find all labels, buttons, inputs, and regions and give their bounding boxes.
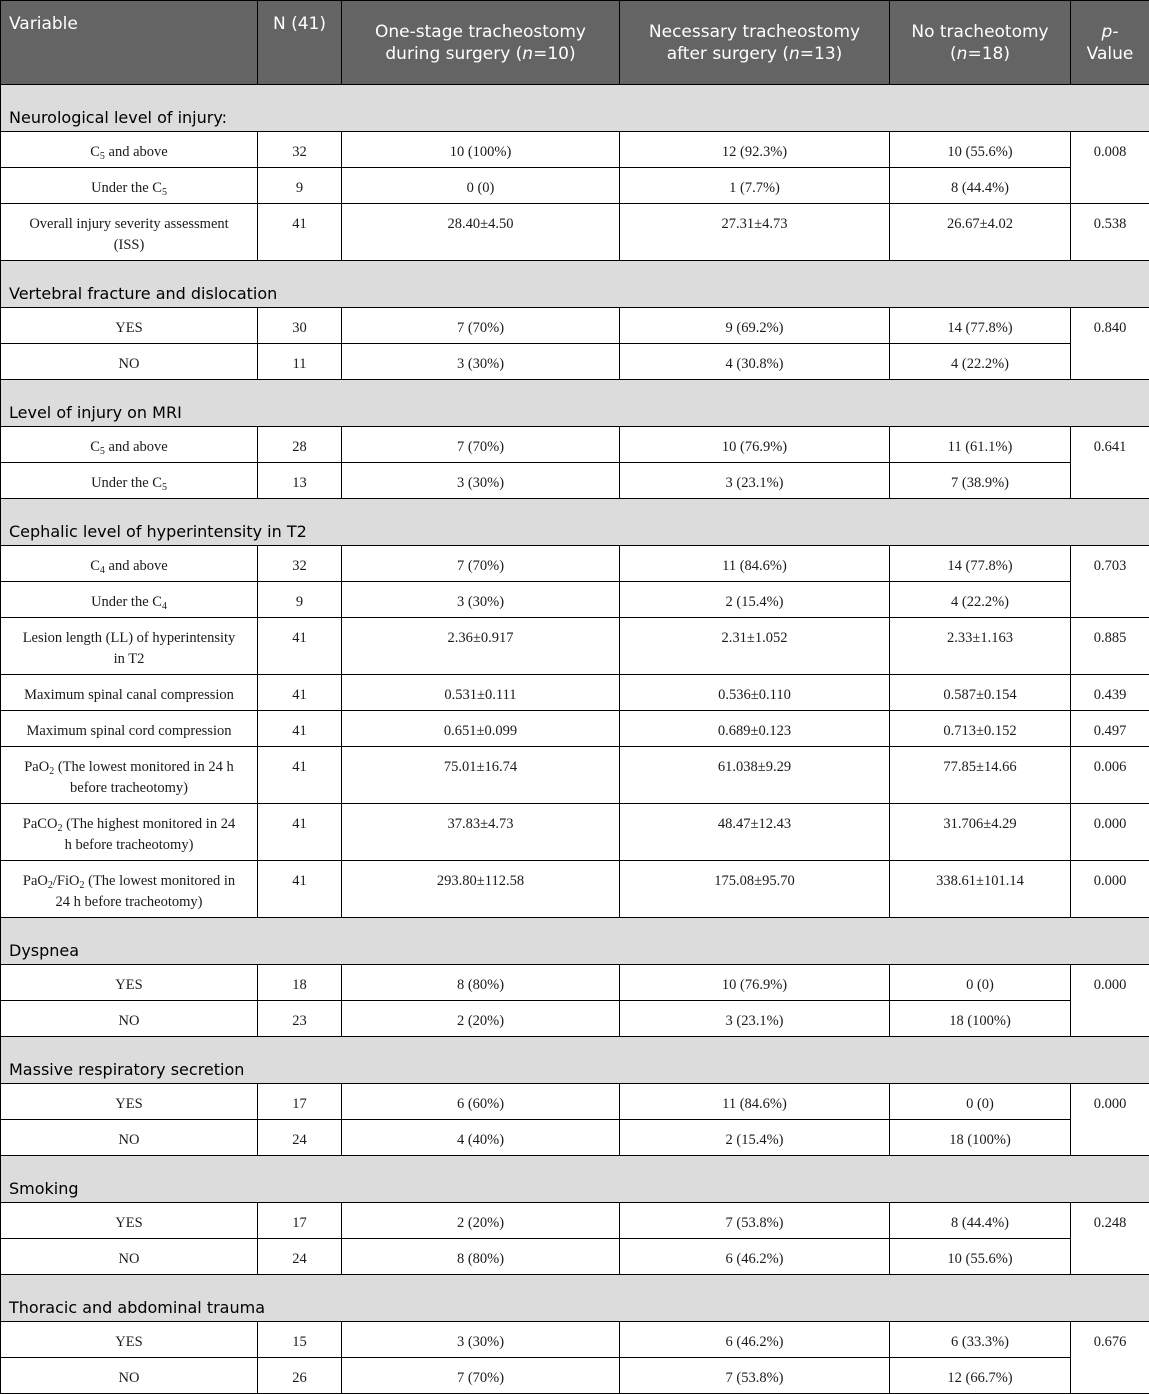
cell-necessary: 175.08±95.70 — [620, 861, 890, 918]
header-one-stage-n: n — [522, 44, 533, 64]
cell-necessary: 6 (46.2%) — [620, 1239, 890, 1275]
header-pvalue — [1071, 1, 1149, 85]
cell-pvalue: 0.641 — [1071, 427, 1149, 499]
header-one-stage — [342, 1, 620, 85]
row-label: Under the $C_4$ — [1, 582, 258, 618]
cell-n: 32 — [258, 132, 342, 168]
table-row — [1, 1001, 1149, 1037]
table-row — [1, 427, 1149, 463]
header-one-stage-line1: One-stage tracheostomy — [375, 22, 586, 42]
cell-pvalue: 0.000 — [1071, 965, 1149, 1037]
section-row — [1, 918, 1149, 965]
cell-no-tracheotomy: 12 (66.7%) — [890, 1358, 1071, 1394]
cell-n: 13 — [258, 463, 342, 499]
cell-n: 17 — [258, 1203, 342, 1239]
table-row — [1, 1084, 1149, 1120]
row-label: PaO$_2$/FiO$_2$ (The lowest monitored in 24 h before tracheotomy) — [1, 861, 258, 918]
cell-one-stage: 3 (30%) — [342, 463, 620, 499]
table-row — [1, 1358, 1149, 1394]
section-row — [1, 85, 1149, 132]
row-label: PaCO$_2$ (The highest monitored in 24 h before tracheotomy) — [1, 804, 258, 861]
cell-n: 23 — [258, 1001, 342, 1037]
table-row — [1, 861, 1149, 918]
section-smoking: Smoking — [1, 1156, 1149, 1203]
header-one-stage-line2: during surgery ( — [385, 44, 522, 64]
cell-one-stage: 0.531±0.111 — [342, 675, 620, 711]
cell-necessary: 27.31±4.73 — [620, 204, 890, 261]
cell-n: 41 — [258, 804, 342, 861]
cell-one-stage: 37.83±4.73 — [342, 804, 620, 861]
table-row — [1, 711, 1149, 747]
cell-necessary: 7 (53.8%) — [620, 1203, 890, 1239]
cell-one-stage: 4 (40%) — [342, 1120, 620, 1156]
cell-no-tracheotomy: 10 (55.6%) — [890, 1239, 1071, 1275]
cell-necessary: 4 (30.8%) — [620, 344, 890, 380]
cell-pvalue: 0.840 — [1071, 308, 1149, 380]
cell-pvalue: 0.497 — [1071, 711, 1149, 747]
cell-necessary: 7 (53.8%) — [620, 1358, 890, 1394]
section-row — [1, 499, 1149, 546]
cell-no-tracheotomy: 0 (0) — [890, 1084, 1071, 1120]
cell-n: 41 — [258, 204, 342, 261]
section-neurological: Neurological level of injury: — [1, 85, 1149, 132]
cell-no-tracheotomy: 2.33±1.163 — [890, 618, 1071, 675]
row-label: Lesion length (LL) of hyperintensity in T2 — [1, 618, 258, 675]
cell-n: 41 — [258, 861, 342, 918]
header-necessary-line2: after surgery ( — [667, 44, 789, 64]
cell-necessary: 48.47±12.43 — [620, 804, 890, 861]
row-label: YES — [1, 965, 258, 1001]
cell-pvalue: 0.008 — [1071, 132, 1149, 204]
cell-one-stage: 3 (30%) — [342, 1322, 620, 1358]
cell-one-stage: 28.40±4.50 — [342, 204, 620, 261]
row-label: NO — [1, 1358, 258, 1394]
section-mri: Level of injury on MRI — [1, 380, 1149, 427]
cell-necessary: 0.536±0.110 — [620, 675, 890, 711]
header-no-tracheotomy-count: =18) — [967, 44, 1010, 64]
cell-no-tracheotomy: 4 (22.2%) — [890, 582, 1071, 618]
header-variable: Variable — [1, 1, 258, 85]
section-row — [1, 380, 1149, 427]
table-row — [1, 965, 1149, 1001]
cell-pvalue: 0.006 — [1071, 747, 1149, 804]
table-row — [1, 308, 1149, 344]
cell-no-tracheotomy: 6 (33.3%) — [890, 1322, 1071, 1358]
cell-one-stage: 0.651±0.099 — [342, 711, 620, 747]
section-secretion: Massive respiratory secretion — [1, 1037, 1149, 1084]
header-necessary-line1: Necessary tracheostomy — [649, 22, 860, 42]
cell-no-tracheotomy: 0.587±0.154 — [890, 675, 1071, 711]
header-one-stage-count: =10) — [533, 44, 576, 64]
cell-n: 17 — [258, 1084, 342, 1120]
cell-n: 41 — [258, 675, 342, 711]
cell-no-tracheotomy: 0 (0) — [890, 965, 1071, 1001]
section-trauma: Thoracic and abdominal trauma — [1, 1275, 1149, 1322]
table-row — [1, 582, 1149, 618]
cell-n: 41 — [258, 711, 342, 747]
header-no-tracheotomy-line2: ( — [950, 44, 957, 64]
cell-n: 18 — [258, 965, 342, 1001]
cell-n: 11 — [258, 344, 342, 380]
header-no-tracheotomy — [890, 1, 1071, 85]
table-row — [1, 546, 1149, 582]
table-row — [1, 675, 1149, 711]
cell-necessary: 2 (15.4%) — [620, 582, 890, 618]
header-necessary-count: =13) — [800, 44, 843, 64]
cell-pvalue: 0.676 — [1071, 1322, 1149, 1394]
cell-no-tracheotomy: 18 (100%) — [890, 1001, 1071, 1037]
section-cephalic: Cephalic level of hyperintensity in T2 — [1, 499, 1149, 546]
cell-necessary: 3 (23.1%) — [620, 463, 890, 499]
cell-necessary: 11 (84.6%) — [620, 1084, 890, 1120]
cell-n: 26 — [258, 1358, 342, 1394]
section-vertebral: Vertebral fracture and dislocation — [1, 261, 1149, 308]
cell-one-stage: 75.01±16.74 — [342, 747, 620, 804]
cell-necessary: 11 (84.6%) — [620, 546, 890, 582]
cell-n: 32 — [258, 546, 342, 582]
cell-n: 24 — [258, 1120, 342, 1156]
cell-necessary: 2 (15.4%) — [620, 1120, 890, 1156]
cell-n: 9 — [258, 582, 342, 618]
table-row — [1, 1322, 1149, 1358]
cell-necessary: 10 (76.9%) — [620, 427, 890, 463]
cell-one-stage: 2.36±0.917 — [342, 618, 620, 675]
header-no-tracheotomy-line1: No tracheotomy — [911, 22, 1048, 42]
cell-n: 28 — [258, 427, 342, 463]
row-label: YES — [1, 308, 258, 344]
cell-pvalue: 0.703 — [1071, 546, 1149, 618]
cell-n: 41 — [258, 618, 342, 675]
cell-no-tracheotomy: 31.706±4.29 — [890, 804, 1071, 861]
row-label: $C_4$ and above — [1, 546, 258, 582]
cell-one-stage: 7 (70%) — [342, 546, 620, 582]
cell-one-stage: 10 (100%) — [342, 132, 620, 168]
header-necessary-n: n — [789, 44, 800, 64]
cell-no-tracheotomy: 338.61±101.14 — [890, 861, 1071, 918]
row-label: Under the $C_5$ — [1, 168, 258, 204]
table-row — [1, 132, 1149, 168]
cell-no-tracheotomy: 14 (77.8%) — [890, 308, 1071, 344]
table-row — [1, 1203, 1149, 1239]
cell-one-stage: 293.80±112.58 — [342, 861, 620, 918]
cell-one-stage: 2 (20%) — [342, 1001, 620, 1037]
table-row — [1, 747, 1149, 804]
header-row — [1, 1, 1149, 85]
row-label: $C_5$ and above — [1, 427, 258, 463]
cell-no-tracheotomy: 8 (44.4%) — [890, 168, 1071, 204]
cell-pvalue: 0.885 — [1071, 618, 1149, 675]
row-label: NO — [1, 1001, 258, 1037]
header-pvalue-rest: Value — [1087, 44, 1134, 64]
section-row — [1, 1037, 1149, 1084]
cell-no-tracheotomy: 26.67±4.02 — [890, 204, 1071, 261]
cell-one-stage: 7 (70%) — [342, 1358, 620, 1394]
row-label: YES — [1, 1084, 258, 1120]
table-row — [1, 204, 1149, 261]
cell-one-stage: 3 (30%) — [342, 344, 620, 380]
row-label: NO — [1, 344, 258, 380]
cell-n: 30 — [258, 308, 342, 344]
cell-pvalue: 0.000 — [1071, 804, 1149, 861]
cell-one-stage: 7 (70%) — [342, 427, 620, 463]
header-necessary — [620, 1, 890, 85]
table-row — [1, 1239, 1149, 1275]
table-row — [1, 618, 1149, 675]
cell-pvalue: 0.000 — [1071, 1084, 1149, 1156]
cell-necessary: 2.31±1.052 — [620, 618, 890, 675]
table-row — [1, 1120, 1149, 1156]
cell-n: 15 — [258, 1322, 342, 1358]
section-row — [1, 1156, 1149, 1203]
table-row — [1, 463, 1149, 499]
cell-necessary: 3 (23.1%) — [620, 1001, 890, 1037]
row-label: $C_5$ and above — [1, 132, 258, 168]
row-label: NO — [1, 1120, 258, 1156]
cell-one-stage: 7 (70%) — [342, 308, 620, 344]
row-label: Maximum spinal cord compression — [1, 711, 258, 747]
cell-one-stage: 0 (0) — [342, 168, 620, 204]
cell-no-tracheotomy: 4 (22.2%) — [890, 344, 1071, 380]
cell-necessary: 6 (46.2%) — [620, 1322, 890, 1358]
table-row — [1, 344, 1149, 380]
row-label: YES — [1, 1322, 258, 1358]
row-label: Maximum spinal canal compression — [1, 675, 258, 711]
cell-no-tracheotomy: 77.85±14.66 — [890, 747, 1071, 804]
section-row — [1, 1275, 1149, 1322]
cell-one-stage: 3 (30%) — [342, 582, 620, 618]
cell-necessary: 10 (76.9%) — [620, 965, 890, 1001]
cell-pvalue: 0.538 — [1071, 204, 1149, 261]
cell-n: 24 — [258, 1239, 342, 1275]
cell-one-stage: 6 (60%) — [342, 1084, 620, 1120]
cell-no-tracheotomy: 14 (77.8%) — [890, 546, 1071, 582]
cell-no-tracheotomy: 8 (44.4%) — [890, 1203, 1071, 1239]
cell-pvalue: 0.439 — [1071, 675, 1149, 711]
header-n: N (41) — [258, 1, 342, 85]
header-no-tracheotomy-n: n — [957, 44, 968, 64]
table-row — [1, 804, 1149, 861]
section-dyspnea: Dyspnea — [1, 918, 1149, 965]
cell-necessary: 61.038±9.29 — [620, 747, 890, 804]
cell-n: 9 — [258, 168, 342, 204]
cell-necessary: 0.689±0.123 — [620, 711, 890, 747]
row-label: PaO$_2$ (The lowest monitored in 24 h before tracheotomy) — [1, 747, 258, 804]
cell-one-stage: 2 (20%) — [342, 1203, 620, 1239]
cell-no-tracheotomy: 18 (100%) — [890, 1120, 1071, 1156]
cell-no-tracheotomy: 10 (55.6%) — [890, 132, 1071, 168]
cell-necessary: 1 (7.7%) — [620, 168, 890, 204]
cell-one-stage: 8 (80%) — [342, 965, 620, 1001]
header-pvalue-p: p- — [1102, 22, 1119, 42]
cell-no-tracheotomy: 7 (38.9%) — [890, 463, 1071, 499]
cell-n: 41 — [258, 747, 342, 804]
cell-no-tracheotomy: 11 (61.1%) — [890, 427, 1071, 463]
cell-necessary: 9 (69.2%) — [620, 308, 890, 344]
row-label: YES — [1, 1203, 258, 1239]
row-label: Under the $C_5$ — [1, 463, 258, 499]
cell-no-tracheotomy: 0.713±0.152 — [890, 711, 1071, 747]
row-label: NO — [1, 1239, 258, 1275]
section-row — [1, 261, 1149, 308]
row-label: Overall injury severity assessment (ISS) — [1, 204, 258, 261]
cell-pvalue: 0.000 — [1071, 861, 1149, 918]
cell-pvalue: 0.248 — [1071, 1203, 1149, 1275]
cell-one-stage: 8 (80%) — [342, 1239, 620, 1275]
table-row — [1, 168, 1149, 204]
cell-necessary: 12 (92.3%) — [620, 132, 890, 168]
